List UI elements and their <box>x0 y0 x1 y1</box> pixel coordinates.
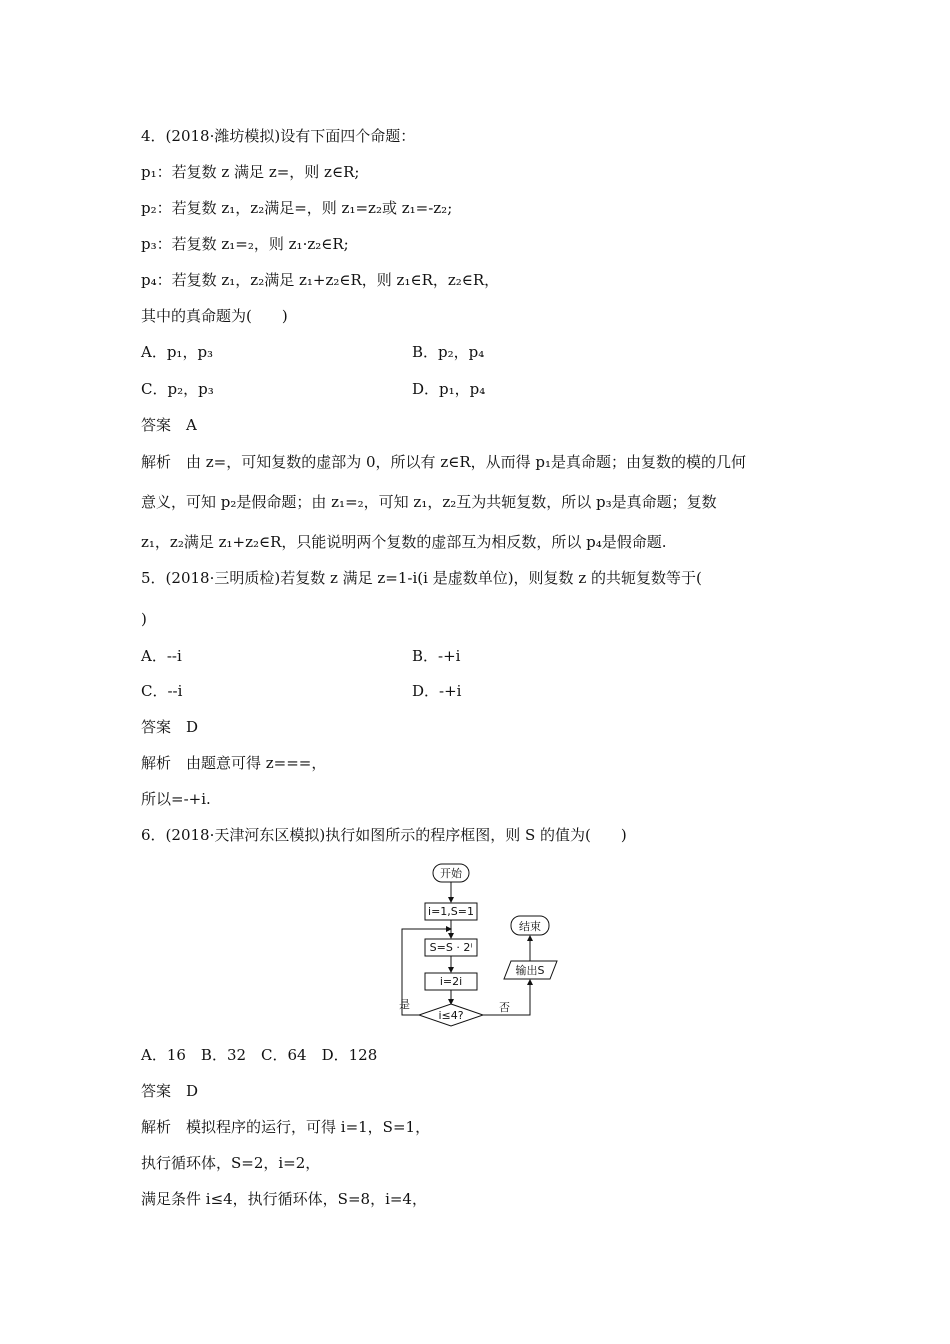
text-line: p₃：若复数 z₁=₂，则 z₁·z₂∈R; <box>141 235 349 253</box>
text-line: A．p₁，p₃ <box>141 343 214 361</box>
text-line: 解析 模拟程序的运行，可得 i=1，S=1， <box>141 1118 431 1136</box>
text-line: 所以=-+i. <box>141 790 211 808</box>
text-line: 6．(2018·天津河东区模拟)执行如图所示的程序框图，则 S 的值为( ) <box>141 826 627 844</box>
text-line: 5．(2018·三明质检)若复数 z 满足 z=1-i(i 是虚数单位)，则复数 z 的共轭复数等于( <box>141 569 702 587</box>
text-line: A．--i <box>141 647 182 665</box>
output-label: 输出S <box>515 964 545 977</box>
text-line: p₄：若复数 z₁，z₂满足 z₁+z₂∈R，则 z₁∈R，z₂∈R， <box>141 271 500 289</box>
assign-i-label: i=2i <box>439 975 463 988</box>
yes-label: 是 <box>399 998 410 1011</box>
option-line: B．-+i <box>412 647 461 665</box>
text-line: p₂：若复数 z₁，z₂满足=，则 z₁=z₂或 z₁=-z₂; <box>141 199 453 217</box>
option-line: D．-+i <box>412 682 462 700</box>
text-line: 答案 D <box>141 1082 199 1100</box>
init-label: i=1,S=1 <box>428 905 474 918</box>
end-label: 结束 <box>519 920 541 933</box>
text-line: 其中的真命题为( ) <box>141 307 288 325</box>
option-line: D．p₁，p₄ <box>412 380 486 398</box>
text-line: p₁：若复数 z 满足 z=，则 z∈R; <box>141 163 360 181</box>
text-line: 意义，可知 p₂是假命题；由 z₁=₂，可知 z₁，z₂互为共轭复数，所以 p₃是真命题；复数 <box>141 493 717 511</box>
text-line: 答案 A <box>141 416 197 434</box>
text-line: 执行循环体，S=2，i=2， <box>141 1154 321 1172</box>
text-line: 满足条件 i≤4，执行循环体，S=8，i=4， <box>141 1190 427 1208</box>
assign-s-label: S=S · 2ⁱ <box>429 941 473 954</box>
text-line: z₁，z₂满足 z₁+z₂∈R，只能说明两个复数的虚部互为相反数，所以 p₄是假命题. <box>141 533 667 551</box>
program-flowchart <box>395 858 565 1028</box>
no-label: 否 <box>499 1001 510 1014</box>
text-line: 解析 由 z=，可知复数的虚部为 0，所以有 z∈R，从而得 p₁是真命题；由复数的模的几何 <box>141 453 747 471</box>
text-line: 答案 D <box>141 718 199 736</box>
text-line: ) <box>141 610 147 628</box>
text-line: A．16 B．32 C．64 D．128 <box>141 1046 378 1064</box>
text-line: C．--i <box>141 682 183 700</box>
text-line: 4．(2018·潍坊模拟)设有下面四个命题： <box>141 127 416 145</box>
option-line: B．p₂，p₄ <box>412 343 485 361</box>
start-label: 开始 <box>440 867 462 880</box>
text-line: 解析 由题意可得 z===， <box>141 754 327 772</box>
text-line: C．p₂，p₃ <box>141 380 214 398</box>
condition-label: i≤4? <box>438 1009 464 1022</box>
